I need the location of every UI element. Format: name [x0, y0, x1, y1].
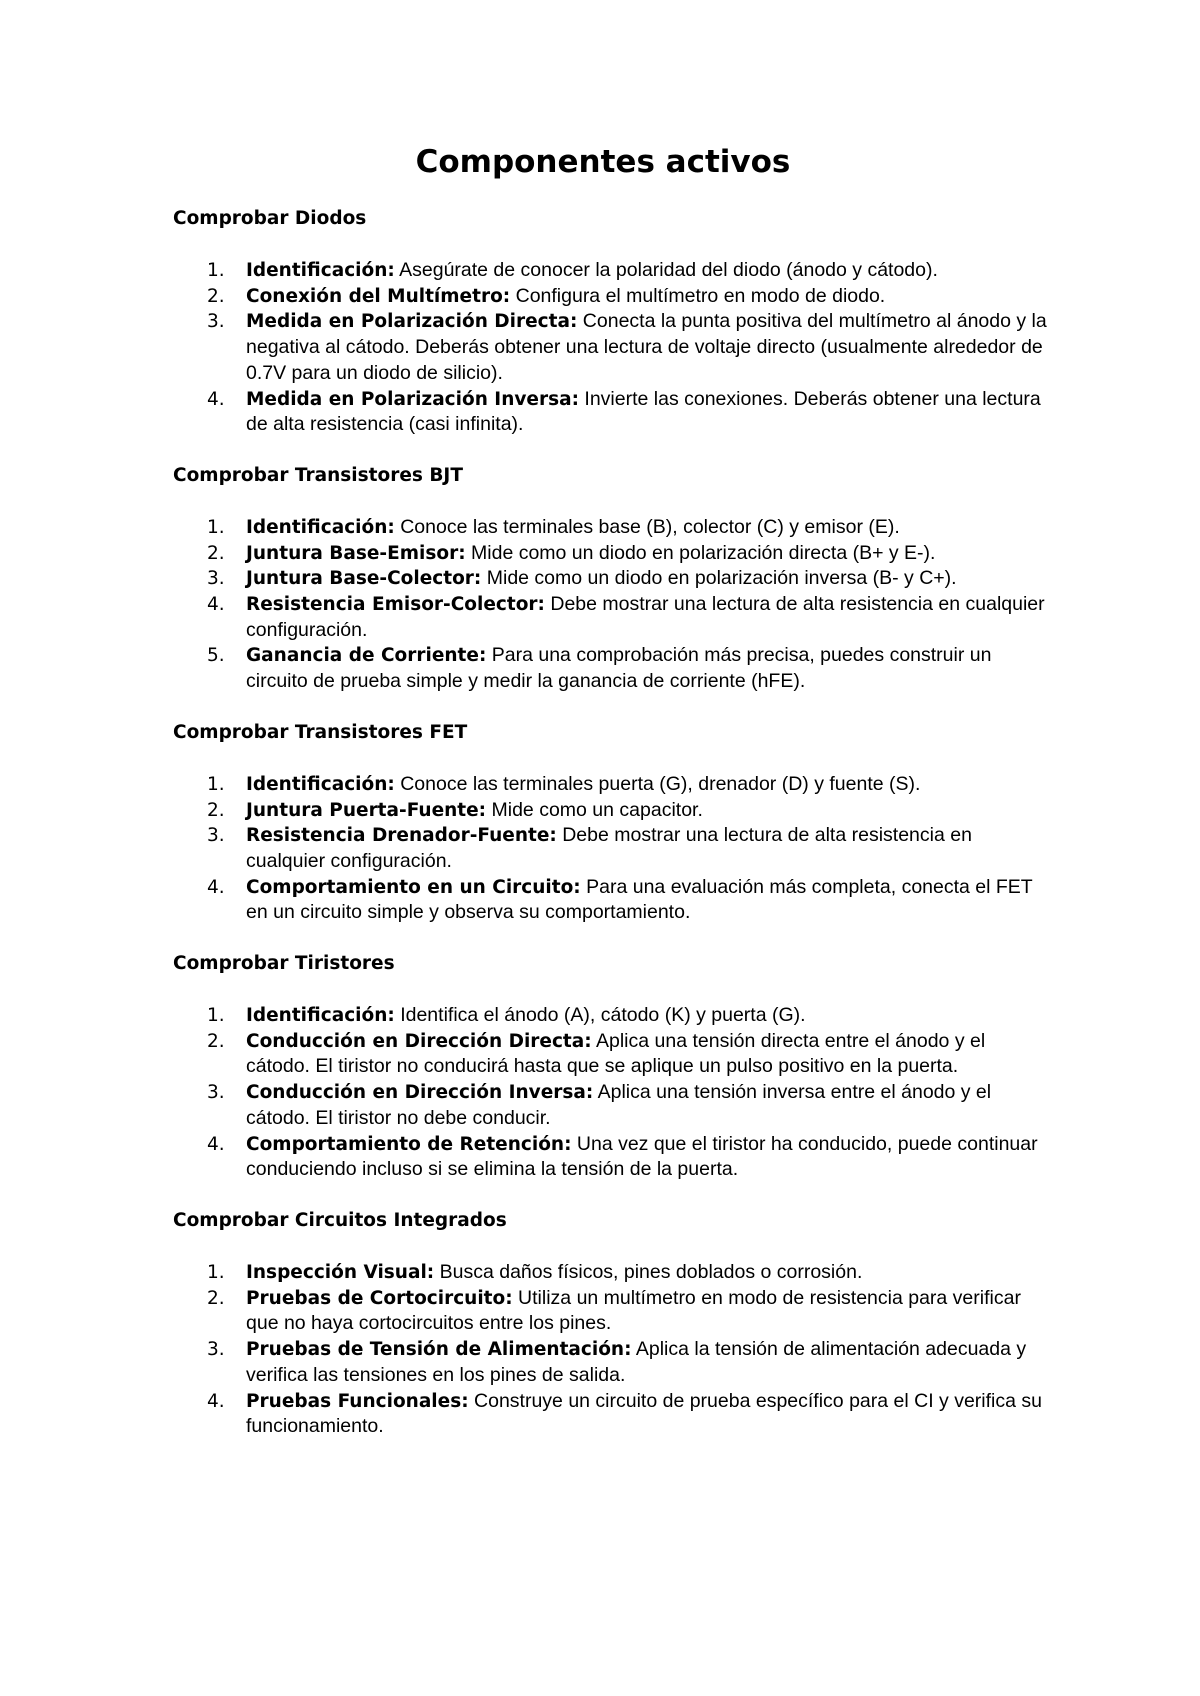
list-item-number: 1. [207, 516, 225, 538]
list-item [173, 541, 1053, 567]
list-item-number: 3. [207, 568, 225, 590]
list-item-term: Comportamiento de Retención: [246, 1133, 572, 1155]
list-item [173, 284, 1053, 310]
sections-container [173, 206, 1053, 1440]
list-item [173, 258, 1053, 284]
steps-list [173, 258, 1053, 438]
list-item-number: 2. [207, 1030, 225, 1052]
list-item-term: Conducción en Dirección Directa: [246, 1030, 592, 1052]
list-item [173, 566, 1053, 592]
section [173, 720, 1053, 926]
list-item [173, 1132, 1053, 1183]
list-item-text: Una vez que el tiristor ha conducido, puede continuar conduciendo incluso si se elimina la tensión de la puerta. [246, 1132, 1038, 1181]
list-item-text: Invierte las conexiones. Deberás obtener una lectura de alta resistencia (casi infinita). [246, 387, 1041, 436]
list-item-term: Inspección Visual: [246, 1261, 435, 1283]
list-item [173, 1029, 1053, 1080]
list-item [173, 1286, 1053, 1337]
list-item-text: Debe mostrar una lectura de alta resistencia en cualquier configuración. [246, 824, 972, 872]
list-item-text: Debe mostrar una lectura de alta resistencia en cualquier configuración. [246, 593, 1045, 641]
section-heading: Comprobar Transistores BJT [173, 464, 463, 486]
list-item-number: 1. [207, 260, 225, 281]
list-item-text: Identifica el ánodo (A), cátodo (K) y puerta (G). [394, 1004, 806, 1027]
list-item-term: Pruebas Funcionales: [246, 1390, 469, 1412]
list-item-number: 4. [207, 1390, 225, 1412]
list-item-term: Identificación: [246, 516, 395, 538]
list-item-term: Juntura Puerta-Fuente: [246, 799, 487, 821]
list-item [173, 1003, 1053, 1029]
steps-list [173, 1260, 1053, 1440]
list-item-number: 3. [207, 311, 225, 333]
list-item-term: Juntura Base-Colector: [246, 568, 482, 590]
list-item-term: Identificación: [246, 260, 395, 281]
steps-list [173, 515, 1053, 695]
list-item-term: Identificación: [246, 1005, 395, 1027]
list-item-term: Medida en Polarización Inversa: [246, 388, 579, 410]
list-item-text: Construye un circuito de prueba específico para el CI y verifica su funcionamiento. [246, 1389, 1042, 1438]
list-item-number: 3. [207, 1339, 225, 1361]
list-item-text: Mide como un capacitor. [486, 798, 703, 821]
list-item-term: Pruebas de Tensión de Alimentación: [246, 1339, 632, 1361]
list-item [173, 643, 1053, 694]
section [173, 463, 1053, 695]
steps-list [173, 772, 1053, 926]
list-item-term: Juntura Base-Emisor: [246, 542, 466, 564]
section [173, 951, 1053, 1183]
list-item-number: 3. [207, 1082, 225, 1104]
list-item [173, 823, 1053, 874]
list-item-text: Aplica la tensión de alimentación adecuada y verifica las tensiones en los pines de salida. [246, 1338, 1027, 1386]
section-heading: Comprobar Diodos [173, 208, 367, 229]
list-item-text: Utiliza un multímetro en modo de resistencia para verificar que no haya cortocircuitos entre los pines. [246, 1286, 1021, 1335]
list-item-text: Configura el multímetro en modo de diodo. [510, 284, 886, 307]
list-item-text: Aplica una tensión directa entre el ánodo y el cátodo. El tiristor no conducirá hasta que se aplique un pulso positivo en la puerta. [246, 1029, 986, 1078]
list-item-text: Para una comprobación más precisa, puedes construir un circuito de prueba simple y medir la ganancia de corriente (hFE). [246, 644, 992, 693]
list-item-term: Resistencia Emisor-Colector: [246, 594, 545, 616]
list-item [173, 772, 1053, 798]
list-item-number: 3. [207, 825, 225, 847]
list-item-number: 4. [207, 1133, 225, 1155]
list-item-text: Mide como un diodo en polarización directa (B+ y E-). [465, 541, 936, 564]
list-item [173, 875, 1053, 926]
list-item-text: Aplica una tensión inversa entre el ánodo y el cátodo. El tiristor no debe conducir. [246, 1081, 992, 1129]
list-item-term: Conexión del Multímetro: [246, 285, 511, 307]
list-item [173, 387, 1053, 438]
document-page [173, 138, 1053, 1465]
list-item [173, 515, 1053, 541]
list-item-text: Conecta la punta positiva del multímetro al ánodo y la negativa al cátodo. Deberás obtener una lectura de voltaje directo (usualmente alrededor de 0.7V para un diodo de silicio). [246, 310, 1047, 384]
list-item [173, 1337, 1053, 1388]
list-item [173, 309, 1053, 386]
list-item-text: Conoce las terminales base (B), colector (C) y emisor (E). [394, 515, 900, 538]
list-item-term: Medida en Polarización Directa: [246, 311, 578, 333]
list-item-text: Busca daños físicos, pines doblados o corrosión. [434, 1260, 863, 1283]
list-item-number: 5. [207, 645, 225, 667]
section-heading: Comprobar Circuitos Integrados [173, 1209, 507, 1231]
section-heading: Comprobar Transistores FET [173, 721, 468, 743]
section [173, 1208, 1053, 1440]
list-item-number: 1. [207, 1261, 225, 1283]
list-item-term: Conducción en Dirección Inversa: [246, 1082, 594, 1104]
list-item [173, 798, 1053, 824]
list-item-number: 4. [207, 594, 225, 616]
list-item-number: 4. [207, 876, 225, 898]
list-item-number: 2. [207, 285, 225, 307]
list-item-number: 2. [207, 542, 225, 564]
list-item-term: Resistencia Drenador-Fuente: [246, 825, 557, 847]
section [173, 206, 1053, 438]
list-item-number: 4. [207, 388, 225, 410]
list-item-number: 2. [207, 799, 225, 821]
steps-list [173, 1003, 1053, 1183]
list-item-term: Comportamiento en un Circuito: [246, 876, 581, 898]
list-item-number: 1. [207, 1005, 225, 1027]
list-item [173, 1260, 1053, 1286]
list-item-text: Para una evaluación más completa, conecta el FET en un circuito simple y observa su comportamiento. [246, 875, 1033, 924]
list-item [173, 1080, 1053, 1131]
list-item-text: Conoce las terminales puerta (G), drenador (D) y fuente (S). [394, 772, 921, 795]
list-item [173, 1389, 1053, 1440]
section-heading: Comprobar Tiristores [173, 953, 395, 975]
list-item-text: Mide como un diodo en polarización inversa (B- y C+). [481, 567, 957, 590]
list-item-term: Ganancia de Corriente: [246, 645, 487, 667]
document-title: Componentes activos [415, 144, 791, 180]
list-item-term: Pruebas de Cortocircuito: [246, 1287, 513, 1309]
list-item [173, 592, 1053, 643]
list-item-term: Identificación: [246, 773, 395, 795]
list-item-number: 1. [207, 773, 225, 795]
list-item-text: Asegúrate de conocer la polaridad del diodo (ánodo y cátodo). [394, 259, 938, 281]
list-item-number: 2. [207, 1287, 225, 1309]
